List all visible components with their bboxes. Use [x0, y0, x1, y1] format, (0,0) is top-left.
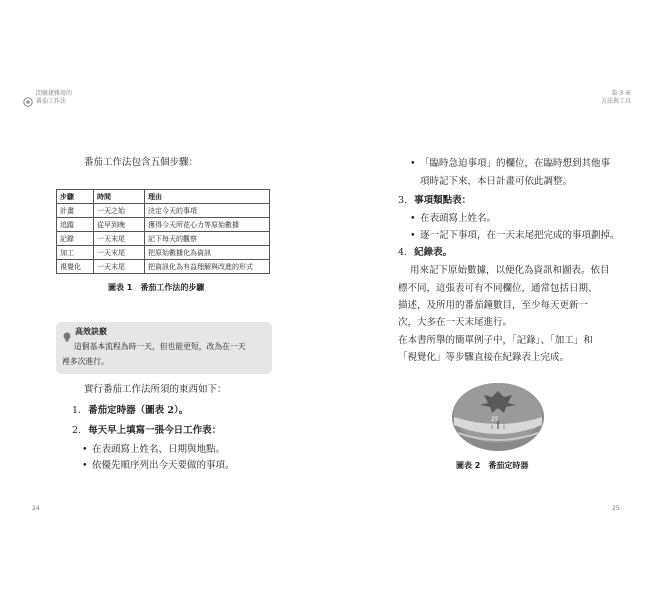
paragraph-line: 「視覺化」等步驟直接在紀錄表上完成。 [398, 352, 570, 363]
table-row [57, 204, 270, 218]
tip-line1: 這個基本流程為時一天，但也能更短，改為在一天 [74, 342, 246, 351]
book-logo-icon [23, 92, 33, 102]
table-cell: 加工 [57, 246, 94, 260]
table-cell: 一天之始 [94, 204, 145, 218]
table-header-cell: 時間 [94, 190, 145, 204]
table-cell: 記下每天的觀察 [145, 232, 270, 246]
tip-box [56, 322, 272, 374]
table-cell: 追蹤 [57, 218, 94, 232]
table-row [57, 246, 270, 260]
table-cell: 把原始數據化為資訊 [145, 246, 270, 260]
table-header-cell: 步驟 [57, 190, 94, 204]
table-cell: 視覺化 [57, 260, 94, 274]
list-text: 紀錄表。 [414, 247, 453, 258]
header-right-line1: 第 3 章 [611, 90, 631, 97]
pomodoro-timer-image [448, 373, 548, 453]
paragraph-line: 次，大多在一天末尾進行。 [398, 317, 513, 328]
table-cell: 記錄 [57, 232, 94, 246]
bullet-item: • 在表頭寫上姓名。 [420, 212, 496, 226]
paragraph-line: 描述，及所用的番茄鐘數目，至少每天更新一 [398, 300, 589, 311]
header-left-title [36, 90, 72, 106]
figure-caption: 圖表 2 番茄定時器 [456, 461, 529, 470]
page-number-right: 25 [612, 505, 620, 512]
paragraph-line: 用來記下原始數據，以便化為資訊和圖表。依目 [410, 265, 610, 276]
list-text: 每天早上填寫一張今日工作表： [88, 425, 222, 436]
header-left-line1: 問敏捷雅用的 [36, 90, 73, 97]
page-number-left: 24 [32, 505, 40, 512]
paragraph-line: 在本書所舉的簡單例子中，「記錄」、「加工」和 [398, 335, 593, 346]
requirements-lead: 實行番茄工作法所須的東西如下： [84, 384, 227, 395]
steps-table [56, 189, 270, 274]
list-item-4 [398, 246, 452, 260]
table-cell: 獲得今天所花心力等原始數據 [145, 218, 270, 232]
bullet-item: • 「臨時急迫事項」的欄位，在臨時想到其他事 [420, 157, 610, 171]
list-number: 4. [398, 247, 408, 258]
table-header-row [57, 190, 270, 204]
table-row [57, 232, 270, 246]
bullet-item: • 在表頭寫上姓名、日期與地點。 [92, 443, 225, 457]
table-cell: 決定今天的事項 [145, 204, 270, 218]
list-number: 3. [398, 195, 408, 206]
list-number: 2. [72, 425, 82, 436]
table-caption: 圖表 1 番茄工作法的步驟 [108, 283, 205, 292]
bullet-item: • 依優先順序列出今天要做的事項。 [92, 459, 235, 473]
table-row [57, 260, 270, 274]
table-cell: 把資訊化為有益理解與改進的形式 [145, 260, 270, 274]
header-right [601, 90, 631, 106]
table-header-cell: 理由 [145, 190, 270, 204]
list-item-2 [72, 424, 221, 438]
timer-minutes-label: 25 [491, 416, 499, 423]
paragraph-line: 標不同，這張表可有不同欄位，通常包括日期、 [398, 283, 598, 294]
list-item-1 [72, 404, 188, 418]
table-cell: 計畫 [57, 204, 94, 218]
lightbulb-icon [62, 327, 72, 337]
intro-text: 番茄工作法包含五個步驟： [84, 157, 199, 168]
table-cell: 一天末尾 [94, 260, 145, 274]
tip-title: 高效訣竅 [75, 327, 107, 336]
list-item-3 [398, 194, 471, 208]
table-cell: 一天末尾 [94, 246, 145, 260]
table-cell: 一天末尾 [94, 232, 145, 246]
tip-line2: 裡多次進行。 [62, 357, 109, 366]
table-cell: 從早到晚 [94, 218, 145, 232]
header-left-line2: 番茄工作法 [36, 98, 67, 105]
list-number: 1. [72, 405, 82, 416]
list-text: 事項類點表： [414, 195, 472, 206]
table-row [57, 218, 270, 232]
bullet-item: • 逐一記下事項，在一天末尾把完成的事項劃掉。 [420, 229, 620, 243]
list-text: 番茄定時器（圖表 2）。 [88, 405, 189, 416]
bullet-continuation: 項時記下來，本日計畫可依此調整。 [420, 176, 573, 187]
header-right-line2: 方法與工具 [600, 98, 631, 105]
